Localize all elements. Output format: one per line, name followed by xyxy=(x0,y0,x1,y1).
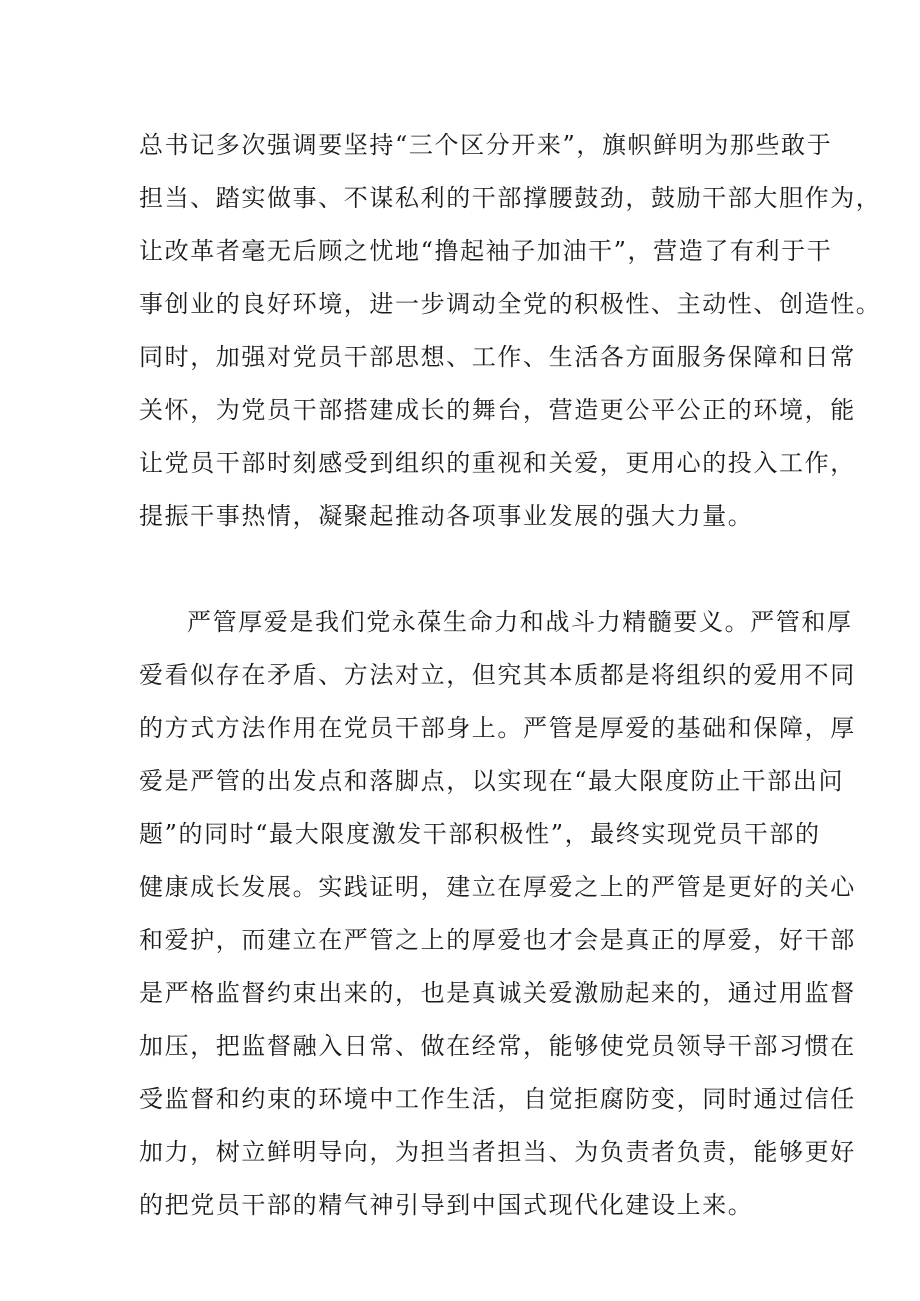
text-line: 和爱护，而建立在严管之上的厚爱也才会是真正的厚爱，好干部 xyxy=(139,926,856,954)
text-line: 关怀，为党员干部搭建成长的舞台，营造更公平公正的环境，能 xyxy=(139,396,856,424)
text-line: 题”的同时“最大限度激发干部积极性”，最终实现党员干部的 xyxy=(139,820,821,848)
text-line: 的方式方法作用在党员干部身上。严管是厚爱的基础和保障，厚 xyxy=(139,714,856,742)
text-line: 是严格监督约束出来的，也是真诚关爱激励起来的，通过用监督 xyxy=(139,979,856,1007)
text-line: 提振干事热情，凝聚起推动各项事业发展的强大力量。 xyxy=(139,502,754,530)
text-line: 的把党员干部的精气神引导到中国式现代化建设上来。 xyxy=(139,1191,754,1219)
text-line: 让党员干部时刻感受到组织的重视和关爱，更用心的投入工作， xyxy=(139,449,856,477)
text-line: 事创业的良好环境，进一步调动全党的积极性、主动性、创造性。 xyxy=(139,290,882,318)
text-line: 同时，加强对党员干部思想、工作、生活各方面服务保障和日常 xyxy=(139,343,856,371)
text-line: 爱看似存在矛盾、方法对立，但究其本质都是将组织的爱用不同 xyxy=(139,661,856,689)
text-line: 爱是严管的出发点和落脚点，以实现在“最大限度防止干部出问 xyxy=(139,767,845,795)
text-line: 总书记多次强调要坚持“三个区分开来”，旗帜鲜明为那些敢于 xyxy=(139,131,833,159)
text-line: 加压，把监督融入日常、做在经常，能够使党员领导干部习惯在 xyxy=(139,1032,856,1060)
text-line: 加力，树立鲜明导向，为担当者担当、为负责者负责，能够更好 xyxy=(139,1138,856,1166)
text-line: 受监督和约束的环境中工作生活，自觉拒腐防变，同时通过信任 xyxy=(139,1085,856,1113)
text-line: 严管厚爱是我们党永葆生命力和战斗力精髓要义。严管和厚 xyxy=(187,608,853,636)
text-line: 让改革者毫无后顾之忧地“撸起袖子加油干”，营造了有利于干 xyxy=(139,237,833,265)
text-line: 担当、踏实做事、不谋私利的干部撑腰鼓劲，鼓励干部大胆作为， xyxy=(139,184,882,212)
text-line: 健康成长发展。实践证明，建立在厚爱之上的严管是更好的关心 xyxy=(139,873,856,901)
